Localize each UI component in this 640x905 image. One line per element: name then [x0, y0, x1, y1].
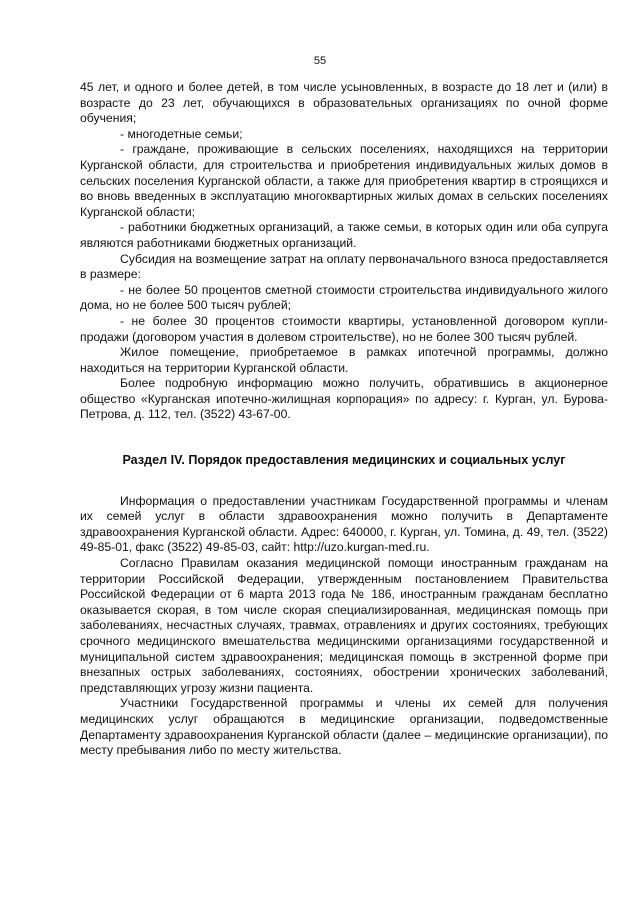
paragraph-healthcare-info: Информация о предоставлении участникам Государственной программы и членам их семей услуг в области здравоохранения можно получить в Департаменте здравоохранения Курганской области. Адрес: 640000, г. Курган, ул. Томина, д. 49, тел. (3522) 49-85-01, факс (3522) 49-85-03, сайт: http://uzo.kurgan-med.ru.	[80, 493, 608, 555]
list-item-rural-residents: - граждане, проживающие в сельских поселениях, находящихся на территории Курганской области, для строительства и приобретения индивидуальных жилых домов в сельских поселения Курганской области, а также для приобретения квартир в строящихся и во вновь введенных в эксплуатацию многоквартирных жилых домах в сельских поселениях Курганской области;	[80, 142, 608, 219]
page-number: 55	[313, 55, 327, 67]
list-item-large-families: - многодетные семьи;	[120, 126, 243, 141]
paragraph-medical-rules: Согласно Правилам оказания медицинской помощи иностранным гражданам на территории Российской Федерации, утвержденным постановлением Правительства Российской Федерации от 6 марта 2013 года № 186, иностранным гражданам бесплатно оказывается скорая, в том числе скорая специализированная, медицинская помощь при заболеваниях, несчастных случаях, травмах, отравлениях и других состояниях, требующих срочного медицинского вмешательства медицинскими организациями государственной и муниципальной систем здравоохранения; медицинская помощь в экстренной форме при внезапных острых заболеваниях, состояниях, обострении хронических заболеваний, представляющих угрозу жизни пациента.	[80, 556, 608, 695]
paragraph-continuation: 45 лет, и одного и более детей, в том числе усыновленных, в возрасте до 18 лет и (или) в возрасте до 23 лет, обучающихся в образовательных организациях по очной форме обучения;	[80, 80, 608, 126]
paragraph-medical-organizations: Участники Государственной программы и члены их семей для получения медицинских услуг обращаются в медицинские организации, подведомственные Департаменту здравоохранения Курганской области (далее – медицинские организации), по месту пребывания либо по месту жительства.	[80, 696, 608, 758]
list-item-budget-workers: - работники бюджетных организаций, а также семьи, в которых один или оба супруга являются работниками бюджетных организаций.	[80, 220, 608, 250]
list-item-apartment-limit: - не более 30 процентов стоимости квартиры, установленной договором купли-продажи (договором участия в долевом строительстве), но не более 300 тысяч рублей.	[80, 313, 608, 344]
paragraph-more-info: Более подробную информацию можно получить, обратившись в акционерное общество «Курганская ипотечно-жилищная корпорация» по адресу: г. Курган, ул. Бурова-Петрова, д. 112, тел. (3522) 43-67-00.	[80, 376, 608, 422]
paragraph-subsidy: Субсидия на возмещение затрат на оплату первоначального взноса предоставляется в размере:	[80, 251, 608, 282]
paragraph-housing-location: Жилое помещение, приобретаемое в рамках ипотечной программы, должно находиться на территории Курганской области.	[80, 345, 608, 375]
page-content	[80, 80, 608, 759]
list-item-house-limit: - не более 50 процентов сметной стоимости строительства индивидуального жилого дома, но не более 500 тысяч рублей;	[80, 282, 608, 313]
section-heading: Раздел IV. Порядок предоставления медицинских и социальных услуг	[122, 453, 566, 468]
